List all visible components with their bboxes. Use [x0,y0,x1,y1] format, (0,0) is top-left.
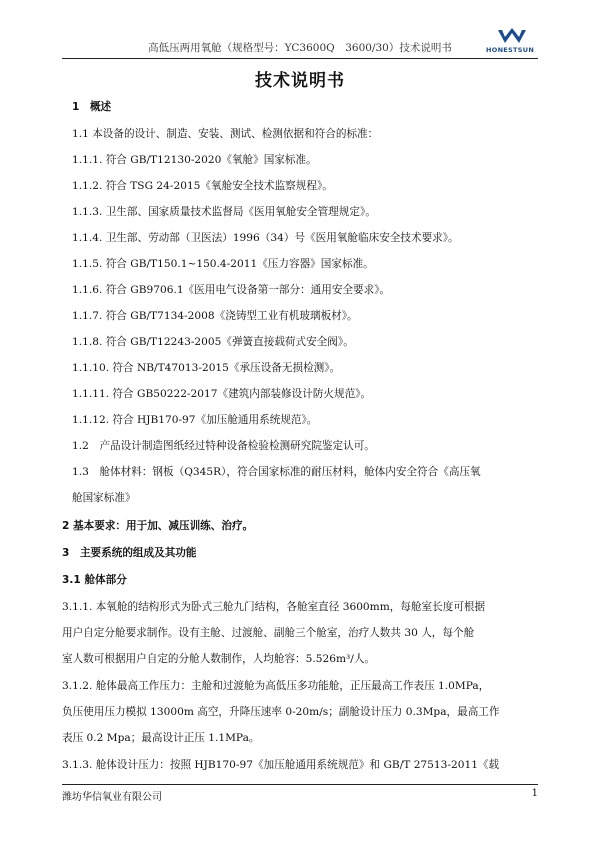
paragraph-line: 1.1.3. 卫生部、国家质量技术监督局《医用氧舱安全管理规定》。 [72,206,376,218]
paragraph-line: 1.2 产品设计制造图纸经过特种设备检验检测研究院鉴定认可。 [72,440,375,452]
paragraph-line: 负压使用压力模拟 13000m 高空，升降压速率 0-20m/s；副舱设计压力 0.3Mpa，最高工作 [62,706,500,718]
paragraph-line: 1.1 本设备的设计、制造、安装、测试、检测依据和符合的标准： [72,128,379,140]
page-number: 1 [531,788,538,799]
paragraph-line: 1.1.5. 符合 GB/T150.1~150.4-2011《压力容器》国家标准。 [72,258,374,270]
subsection-heading: 3.1 舱体部分 [62,574,127,586]
paragraph-line: 1.1.7. 符合 GB/T7134-2008《浇铸型工业有机玻璃板材》。 [72,310,358,322]
paragraph-line: 1.3 舱体材料：钢板（Q345R），符合国家标准的耐压材料，舱体内安全符合《高压氧 [72,466,481,478]
paragraph-line: 1.1.4. 卫生部、劳动部（卫医法）1996（34）号《医用氧舱临床安全技术要求》。 [72,232,459,244]
paragraph-line: 3.1.3. 舱体设计压力：按照 HJB170-97《加压舱通用系统规范》和 GB/T 27513-2011《载 [62,759,500,771]
header-title: 高低压两用氧舱（规格型号：YC3600Q 3600/30）技术说明书 [148,42,452,54]
paragraph-line: 1.1.10. 符合 NB/T47013-2015《承压设备无损检测》。 [72,362,341,374]
document-title: 技术说明书 [255,71,345,91]
paragraph-line: 1.1.6. 符合 GB9706.1《医用电气设备第一部分：通用安全要求》。 [72,284,391,296]
footer-company: 潍坊华信氧业有限公司 [62,792,162,803]
paragraph-line: 用户自定分舱要求制作。设有主舱、过渡舱、副舱三个舱室，治疗人数共 30 人，每个舱 [62,627,475,639]
footer-divider [62,784,538,785]
paragraph-line: 表压 0.2 Mpa；最高设计正压 1.1MPa。 [62,732,260,744]
paragraph-line: 室人数可根据用户自定的分舱人数制作，人均舱容：5.526m³/人。 [62,653,376,665]
company-logo [486,28,538,56]
paragraph-line: 1.1.1. 符合 GB/T12130-2020《氧舱》国家标准。 [72,154,317,166]
paragraph-line: 1.1.12. 符合 HJB170-97《加压舱通用系统规范》。 [72,414,318,426]
paragraph-line: 舱国家标准》 [72,492,136,504]
paragraph-line: 3.1.1. 本氧舱的结构形式为卧式三舱九门结构，各舱室直径 3600mm，每舱室长度可根据 [62,601,486,613]
section-heading-3: 3 主要系统的组成及其功能 [62,547,197,559]
logo-text: HONESTSUN [486,46,535,54]
paragraph-line: 1.1.11. 符合 GB50222-2017《建筑内部装修设计防火规范》。 [72,388,372,400]
section-heading-1: 1 概述 [72,101,112,113]
header-divider [62,58,538,59]
paragraph-line: 1.1.2. 符合 TSG 24-2015《氧舱安全技术监察规程》。 [72,180,333,192]
paragraph-line: 3.1.2. 舱体最高工作压力：主舱和过渡舱为高低压多功能舱，正压最高工作表压 1.0MPa， [62,680,490,692]
page-header [62,38,538,58]
paragraph-line: 1.1.8. 符合 GB/T12243-2005《弹簧直接载荷式安全阀》。 [72,336,354,348]
section-heading-2: 2 基本要求：用于加、减压训练、治疗。 [62,520,254,532]
logo-mark-icon [496,28,528,46]
